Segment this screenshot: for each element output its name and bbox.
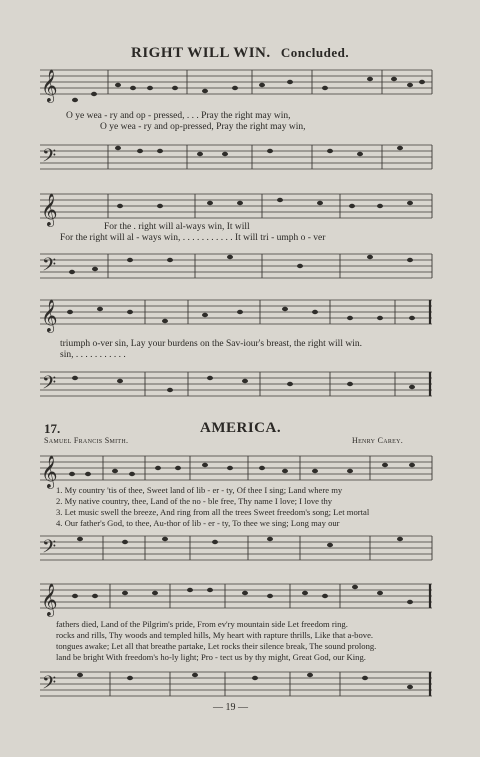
lyric-line: O ye wea - ry and op - pressed, . . . Pray the right may win,	[66, 111, 291, 121]
staff-system-3-bass	[0, 366, 480, 406]
author-credit: Samuel Francis Smith.	[44, 436, 129, 445]
note-heads	[72, 77, 425, 102]
staff-system-4-bass	[0, 530, 480, 570]
verse-line: 4. Our father's God, to thee, Au-thor of lib - er - ty, To thee we sing; Long may our	[56, 518, 340, 528]
staff-system-1-bass	[0, 139, 480, 179]
lyric-line: triumph o-ver sin, Lay your burdens on the Sav-iour's breast, the right will win.	[60, 339, 362, 349]
staff-system-2-bass	[0, 248, 480, 288]
composer-credit: Henry Carey.	[352, 436, 404, 445]
bass-clef-icon: 𝄢	[42, 537, 57, 562]
staff-system-4-treble	[0, 450, 480, 490]
verse-line: fathers died, Land of the Pilgrim's pride, From ev'ry mountain side Let freedom ring.	[56, 619, 348, 629]
lyric-line: sin, . . . . . . . . . . .	[60, 350, 126, 360]
treble-clef-icon: 𝄞	[41, 583, 58, 616]
verse-line: tongues awake; Let all that breathe partake, Let rocks their silence break, The sound prolong.	[56, 641, 377, 651]
staff-system-3-treble	[0, 294, 480, 334]
lyric-line: O ye wea - ry and op-pressed, Pray the right may win,	[100, 122, 306, 132]
staff-system-5-bass	[0, 666, 480, 706]
lyric-line: For the . right will al-ways win, It will	[104, 222, 250, 232]
verse-line: land be bright With freedom's ho-ly light; Pro - tect us by thy might, Great God, our King.	[56, 652, 366, 662]
staff-lines	[40, 70, 432, 94]
bass-clef-icon: 𝄢	[42, 373, 57, 398]
verse-line: 2. My native country, thee, Land of the no - ble free, Thy name I love; I love thy	[56, 496, 333, 506]
verse-line: rocks and rills, Thy woods and templed hills, My heart with rapture thrills, Like that a-bove.	[56, 630, 374, 640]
lyric-line: For the right will al - ways win, . . . . . . . . . . . It will tri - umph o - ver	[60, 233, 326, 243]
treble-clef-icon: 𝄞	[41, 455, 58, 488]
page-number: — 19 —	[213, 702, 248, 713]
staff-system-5-treble	[0, 578, 480, 618]
verse-line: 1. My country 'tis of thee, Sweet land of lib - er - ty, Of thee I sing; Land where my	[56, 485, 343, 495]
bass-clef-icon: 𝄢	[42, 255, 57, 280]
hymn-title	[131, 46, 349, 61]
treble-clef-icon: 𝄞	[41, 69, 58, 102]
verse-line: 3. Let music swell the breeze, And ring from all the trees Sweet freedom's song; Let mortal	[56, 507, 370, 517]
title-subtitle: Concluded.	[280, 45, 350, 60]
treble-clef-icon: 𝄞	[41, 193, 58, 226]
hymn-number: 17.	[44, 421, 61, 436]
bass-clef-icon: 𝄢	[42, 146, 57, 171]
bass-clef-icon: 𝄢	[42, 673, 57, 698]
hymn-title: AMERICA.	[200, 420, 282, 436]
treble-clef-icon: 𝄞	[41, 299, 58, 332]
title-text: RIGHT WILL WIN.	[131, 45, 271, 61]
